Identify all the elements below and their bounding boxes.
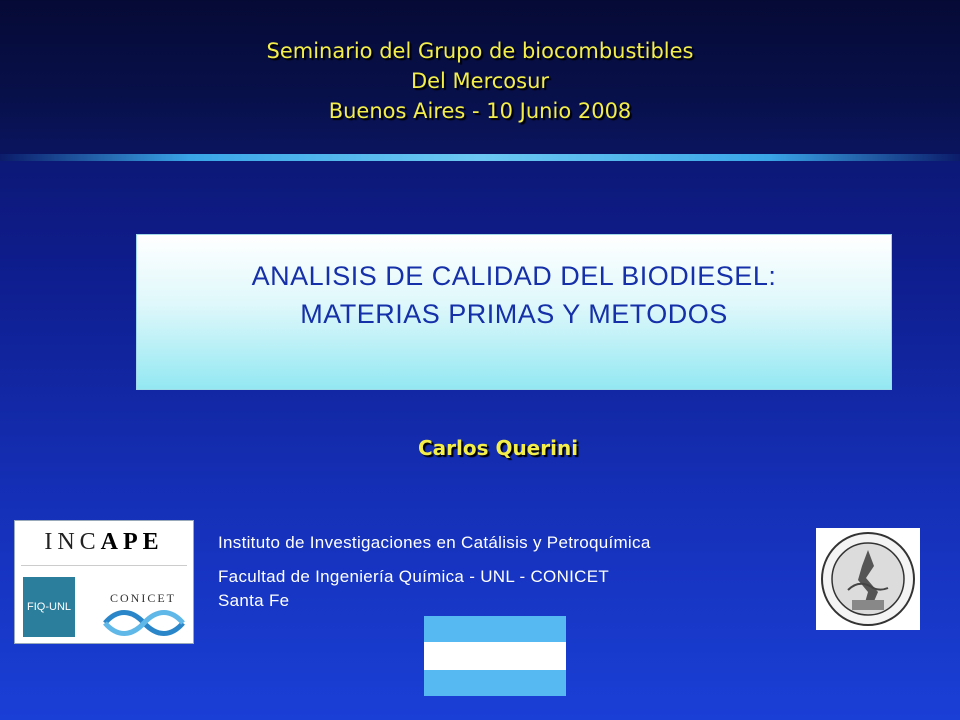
flag-stripe-top: [424, 616, 566, 642]
seminar-header: [0, 36, 960, 126]
institution-line-3: Santa Fe: [218, 591, 290, 610]
flag-stripe-middle: [424, 642, 566, 670]
slide-title: [137, 257, 891, 333]
title-line-1: ANALISIS DE CALIDAD DEL BIODIESEL:: [251, 261, 777, 291]
header-line-2: Del Mercosur: [410, 69, 550, 93]
header-line-1: Seminario del Grupo de biocombustibles: [266, 39, 694, 63]
header-divider: [0, 154, 960, 161]
header-line-3: Buenos Aires - 10 Junio 2008: [328, 99, 632, 123]
conicet-wave-icon: [101, 609, 187, 637]
incape-logo-suffix: APE: [100, 529, 164, 555]
institution-text: [218, 531, 651, 613]
institution-line-2: Facultad de Ingeniería Química - UNL - CONICET: [218, 567, 610, 586]
institution-logos: [14, 520, 194, 644]
flag-stripe-bottom: [424, 670, 566, 696]
incape-logo-prefix: INC: [44, 529, 101, 555]
title-line-2: MATERIAS PRIMAS Y METODOS: [300, 299, 728, 329]
conicet-logo-label: CONICET: [110, 591, 176, 605]
university-seal: [816, 528, 920, 630]
title-box: [136, 234, 892, 390]
incape-logo: [23, 529, 185, 556]
university-seal-icon: [818, 530, 918, 628]
logo-divider: [21, 565, 187, 566]
fiq-unl-logo: FIQ-UNL: [23, 577, 75, 637]
institution-line-1: Instituto de Investigaciones en Catálisis y Petroquímica: [218, 533, 651, 552]
author-name: Carlos Querini: [417, 436, 579, 460]
argentina-flag-icon: [424, 616, 566, 696]
